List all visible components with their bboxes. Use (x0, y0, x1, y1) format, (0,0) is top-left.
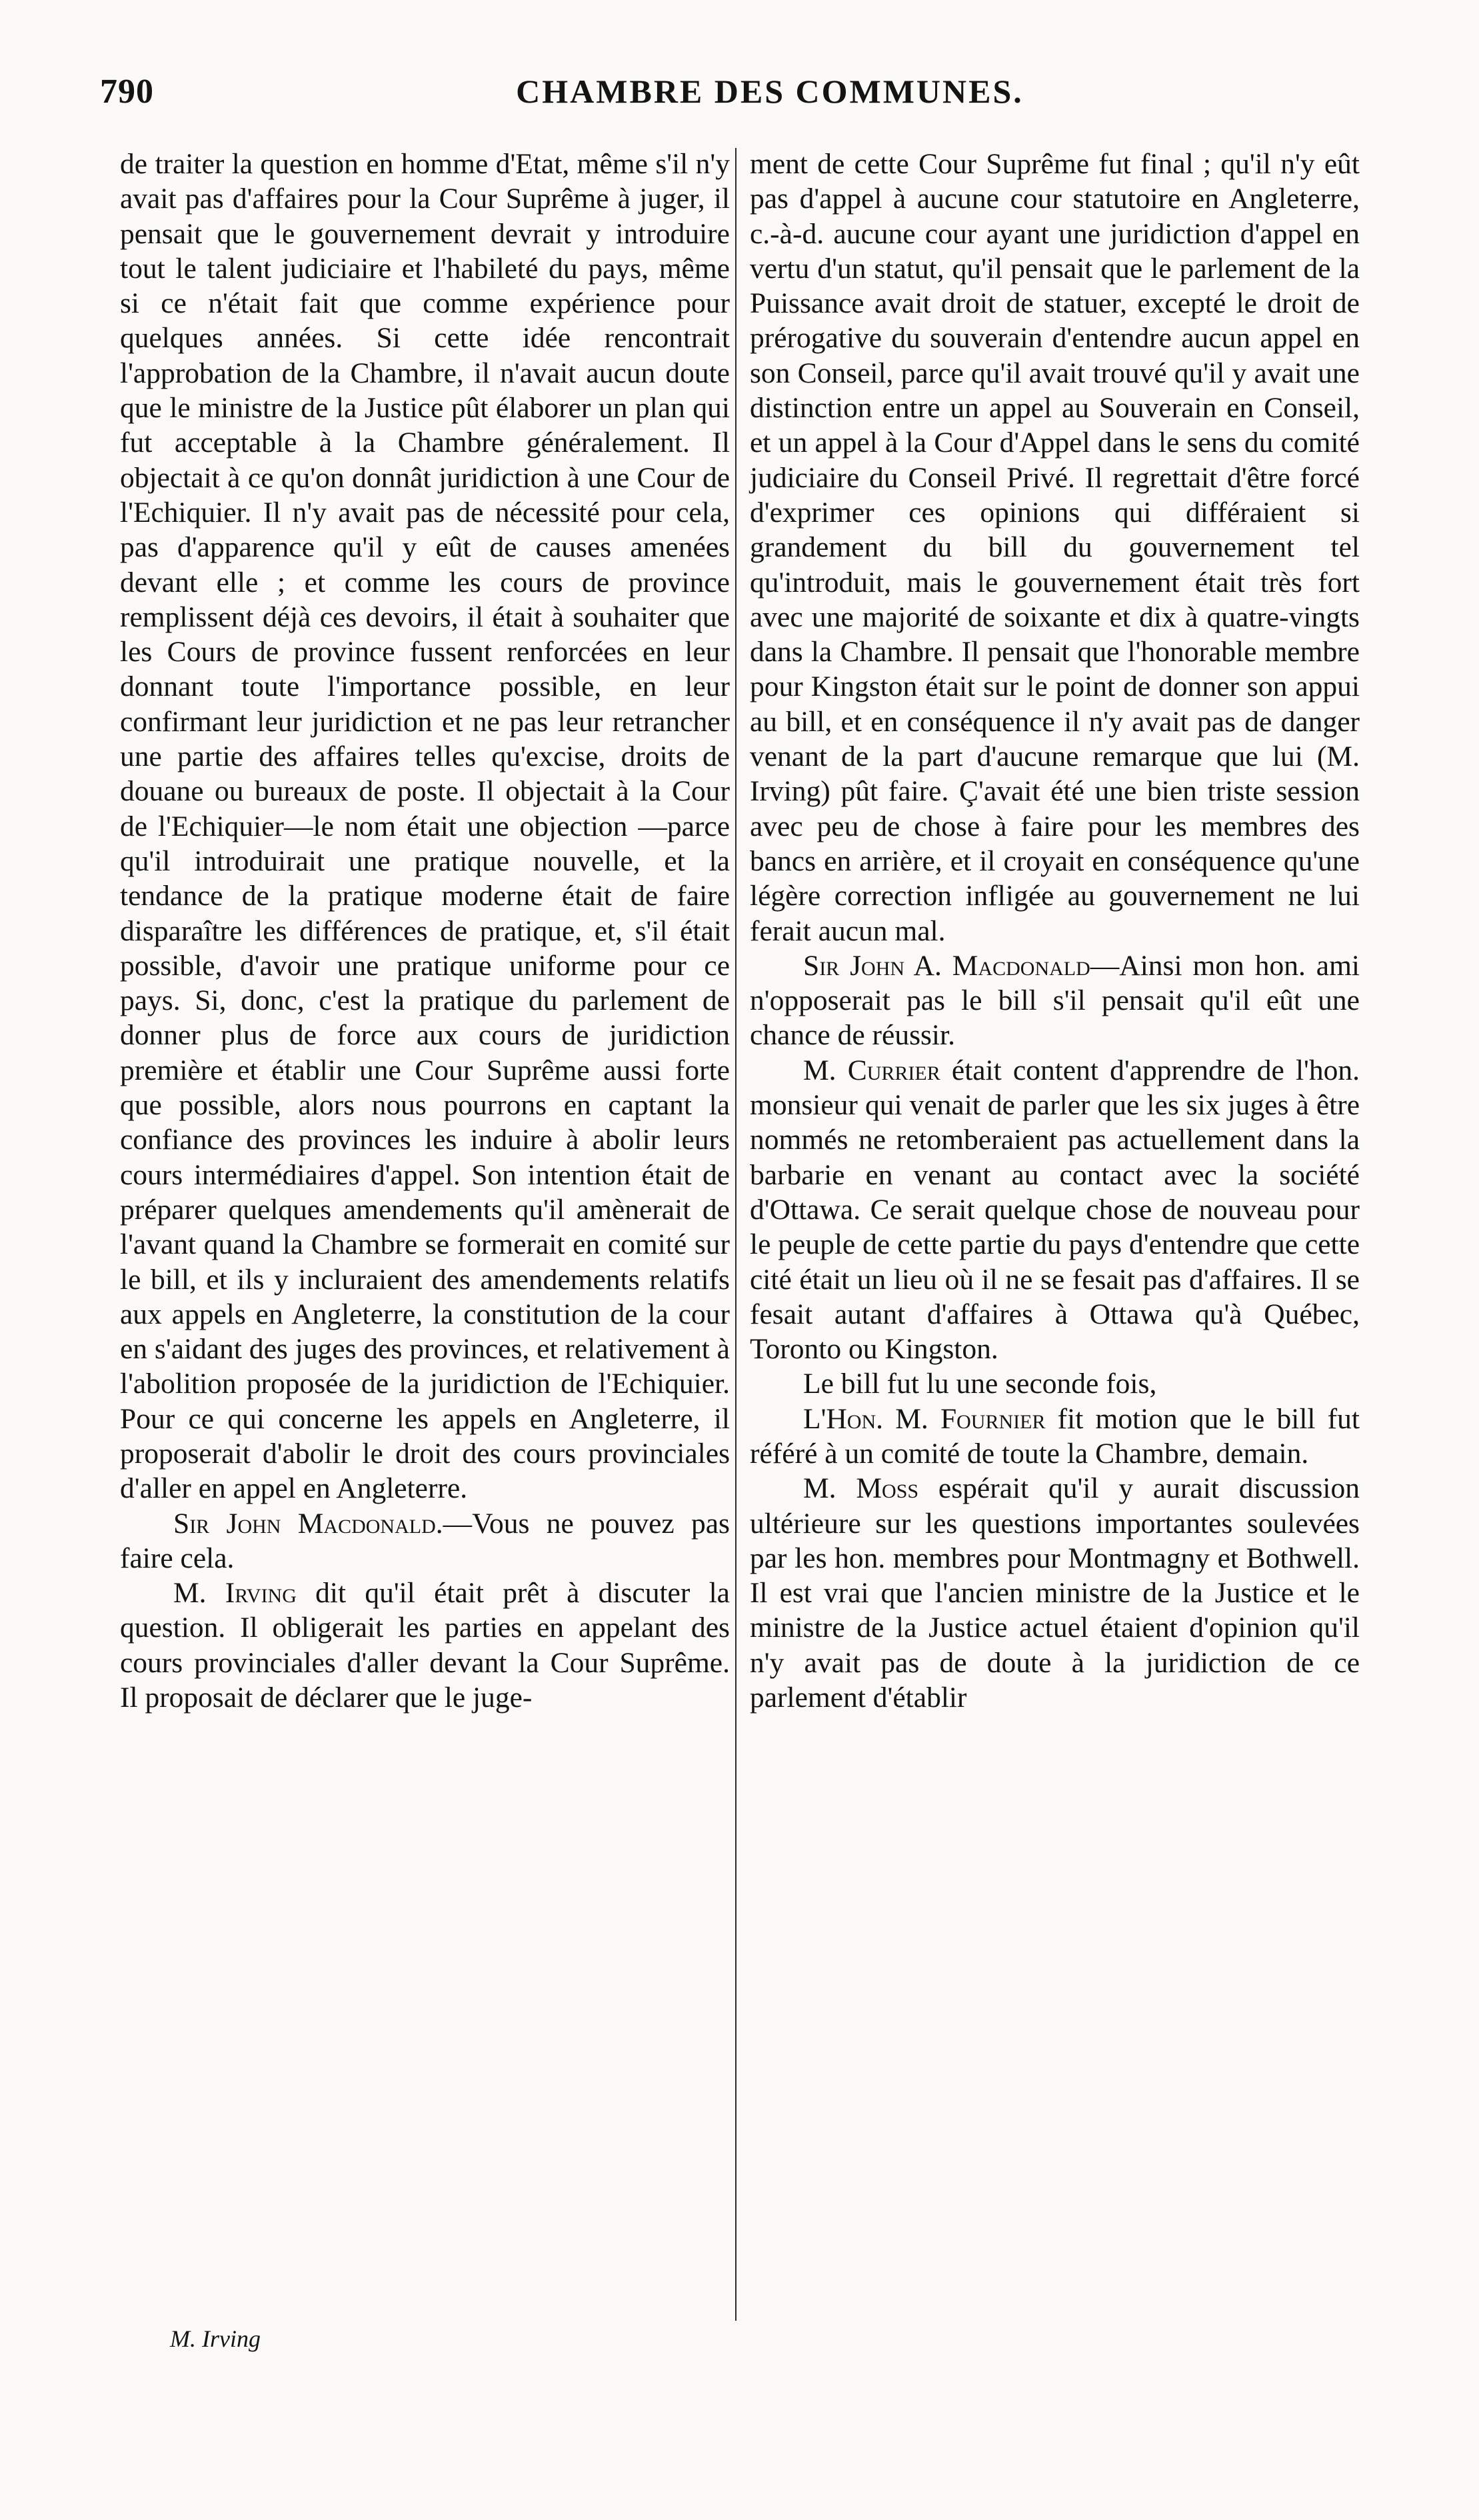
speaker-name: L'Hon. M. Fournier (803, 1402, 1046, 1435)
page-number: 790 (100, 73, 154, 111)
speaker-name: M. Irving (173, 1577, 297, 1610)
paragraph-text: fit motion que le bill fut référé à un comité de toute la Chambre, demain. (750, 1402, 1360, 1470)
speaker-name: Sir John Macdonald. (173, 1507, 443, 1540)
paragraph-text: était content d'apprendre de l'hon. monsieur qui venait de parler que les six juges à être nommés ne retomberaient pas actuellement dans la barbarie en venant au contact avec la société d'Ottawa. Ce serait quelque chose de nouveau pour le peuple de cette partie du pays d'entendre que cette cité était un lieu où il ne se fesait pas d'affaires. Il se fesait autant d'affaires à Ottawa qu'à Québec, Toronto ou Kingston. (750, 1054, 1360, 1366)
paragraph-text: de traiter la question en homme d'Etat, même s'il n'y avait pas d'affaires pour la Cour Suprême à juger, il pensait que le gouvernement devrait y introduire tout le talent judiciaire et l'habileté du pays, même si ce n'était fait que comme expérience pour quelques années. Si cette idée rencontrait l'approbation de la Chambre, il n'avait aucun doute que le ministre de la Justice pût élaborer un plan qui fut acceptable à la Chambre généralement. Il objectait à ce qu'on donnât juridiction à une Cour de l'Echiquier. Il n'y avait pas de nécessité pour cela, pas d'apparence qu'il y eût de causes amenées devant elle ; et comme les cours de province remplissent déjà ces devoirs, il était à souhaiter que les Cours de province fussent renforcées en leur donnant toute l'importance possible, en leur confirmant leur juridiction et ne pas leur retrancher une partie des affaires telles qu'excise, droits de douane ou bureaux de poste. Il objectait à la Cour de l'Echiquier—le nom était une objection —parce qu'il introduirait une pratique nouvelle, et la tendance de la pratique moderne était de faire disparaître les différences de pratique, et, s'il était possible, d'avoir une pratique uniforme pour ce pays. Si, donc, c'est la pratique du parlement de donner plus de force aux cours de juridiction première et établir une Cour Suprême aussi forte que possible, alors nous pourrons en captant la confiance des provinces les induire à abolir leurs cours intermédiaires d'appel. Son intention était de préparer quelques amendements qu'il amènerait de l'avant quand la Chambre se formerait en comité sur le bill, et ils y incluraient des amendements relatifs aux appels en Angleterre, la constitution de la cour en s'aidant des juges des provinces, et relativement à l'abolition proposée de la juridiction de l'Echiquier. Pour ce qui concerne les appels en Angleterre, il proposerait d'abolir le droit des cours provinciales d'aller en appel en Angleterre. (120, 148, 730, 1505)
paragraph (750, 1471, 1360, 1715)
paragraph-text: Le bill fut lu une seconde fois, (803, 1368, 1157, 1400)
speaker-name: Sir John A. Macdonald (803, 949, 1090, 982)
column-divider (735, 148, 737, 2321)
paragraph (750, 1402, 1360, 1472)
page-header (100, 72, 1366, 119)
paragraph-text: dit qu'il était prêt à discuter la question. Il obligerait les parties en appelant des cours provinciales d'aller devant la Cour Suprême. Il proposait de déclarer que le juge- (120, 1577, 730, 1714)
right-column (750, 147, 1360, 1715)
paragraph (120, 1506, 730, 1576)
paragraph (750, 147, 1360, 948)
paragraph-text: ment de cette Cour Suprême fut final ; qu'il n'y eût pas d'appel à aucune cour statutoire en Angleterre, c.-à-d. aucune cour ayant une juridiction d'appel en vertu d'un statut, qu'il pensait que le parlement de la Puissance avait droit de statuer, excepté le droit de prérogative du souverain d'entendre aucun appel en son Conseil, parce qu'il avait trouvé qu'il y avait une distinction entre un appel au Souverain en Conseil, et un appel à la Cour d'Appel dans le sens du comité judiciaire du Conseil Privé. Il regrettait d'être forcé d'exprimer ces opinions qui différaient si grandement du bill du gouvernement tel qu'introduit, mais le gouvernement était très fort avec une majorité de soixante et dix à quatre-vingts dans la Chambre. Il pensait que l'honorable membre pour Kingston était sur le point de donner son appui au bill, et en conséquence il n'y avait pas de danger venant de la part d'aucune remarque que lui (M. Irving) pût faire. Ç'avait été une bien triste session avec peu de chose à faire pour les membres des bancs en arrière, et il croyait en conséquence qu'une légère correction infligée au gouvernement ne lui ferait aucun mal. (750, 148, 1360, 947)
paragraph (750, 1053, 1360, 1367)
catchword: M. Irving (170, 2325, 261, 2352)
speaker-name: M. Moss (803, 1472, 919, 1505)
paragraph (120, 1576, 730, 1715)
speaker-name: M. Currier (803, 1054, 940, 1086)
paragraph-text: —Ainsi mon hon. ami n'opposerait pas le bill s'il pensait qu'il eût une chance de réussir. (750, 949, 1360, 1052)
running-title: CHAMBRE DES COMMUNES. (516, 73, 1024, 110)
paragraph-text: —Vous ne pouvez pas faire cela. (120, 1507, 730, 1574)
paragraph (120, 147, 730, 1506)
paragraph-text: espérait qu'il y aurait discussion ultérieure sur les questions importantes soulevées par les hon. membres pour Montmagny et Bothwell. Il est vrai que l'ancien ministre de la Justice et le ministre de la Justice actuel étaient d'opinion qu'il n'y avait pas de doute à la juridiction de ce parlement d'établir (750, 1472, 1360, 1714)
left-column (120, 147, 730, 1715)
paragraph (750, 1366, 1360, 1401)
paragraph (750, 948, 1360, 1053)
